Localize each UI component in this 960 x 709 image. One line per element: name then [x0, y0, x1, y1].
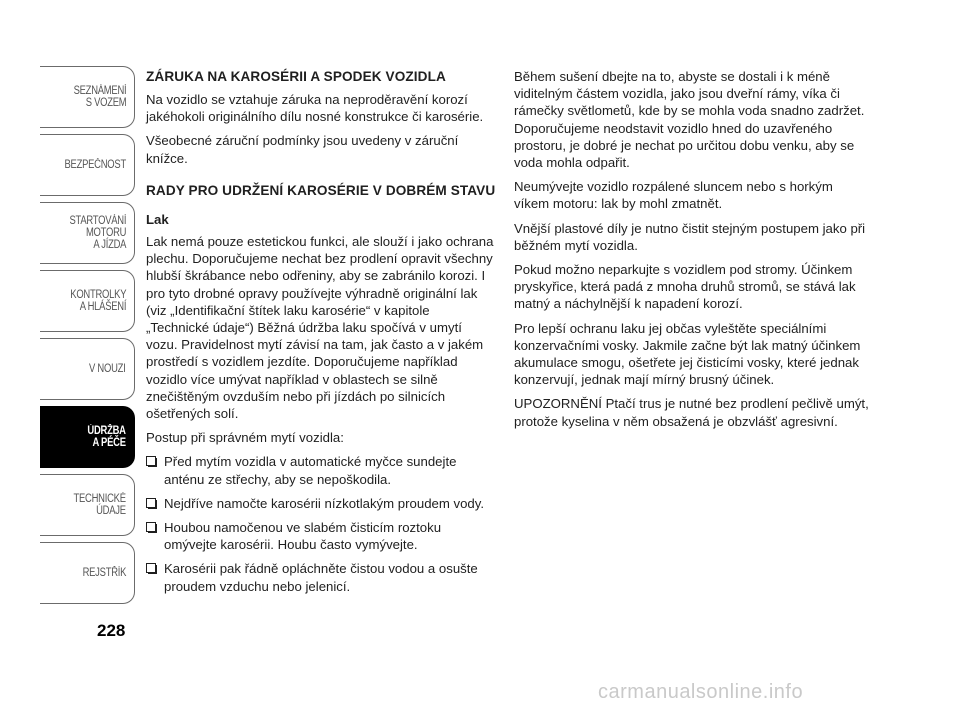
- list-item-text: Před mytím vozidla v automatické myčce sundejte anténu ze střechy, aby se nepoškodila.: [164, 454, 457, 487]
- tab-rejstrik[interactable]: [40, 542, 135, 604]
- tab-udrzba-a-pece[interactable]: [40, 406, 135, 468]
- tab-label: TECHNICKÉ ÚDAJE: [73, 493, 126, 517]
- checkbox-bullet-icon: [146, 522, 156, 532]
- watermark: carmanualsonline.info: [598, 681, 804, 703]
- tab-label: ÚDRŽBA A PÉČE: [87, 425, 126, 449]
- checkbox-bullet-icon: [146, 563, 156, 573]
- paragraph: Na vozidlo se vztahuje záruka na neproděravění korozí jakéhokoli originálního dílu nosné konstrukce či karosérie.: [146, 92, 484, 125]
- paragraph: Pro lepší ochranu laku jej občas vyleštěte speciálními konzervačními vosky. Jakmile začne být lak matný účinkem akumulace smogu, ošetřete jej čisticími vosky, které jednak konzervují, jednak mají mírný brusný účinek.: [514, 320, 861, 388]
- paragraph: Neumývejte vozidlo rozpálené sluncem nebo s horkým víkem motoru: lak by mohl zmatnět.: [514, 179, 833, 212]
- paragraph: Vnější plastové díly je nutno čistit stejným postupem jako při běžném mytí vozidla.: [514, 220, 866, 253]
- tab-label: V NOUZI: [89, 363, 126, 375]
- checkbox-bullet-icon: [146, 498, 156, 508]
- washing-steps-list: [146, 453, 496, 594]
- tab-label: SEZNÁMENÍ S VOZEM: [73, 85, 126, 109]
- section-heading: ZÁRUKA NA KAROSÉRII A SPODEK VOZIDLA: [146, 69, 446, 84]
- tab-startovani-motoru[interactable]: [40, 202, 135, 264]
- page-number: 228: [97, 621, 126, 640]
- section-heading: RADY PRO UDRŽENÍ KAROSÉRIE V DOBRÉM STAVU: [146, 182, 496, 198]
- subheading: Lak: [146, 211, 169, 227]
- paragraph: Během sušení dbejte na to, abyste se dostali i k méně viditelným částem vozidla, jako jsou dveřní rámy, víka či rámečky světlometů, kde by se mohla voda snadno zadržet. Doporučujeme neodstavit vozidlo hned do uzavřeného prostoru, je dobré je nechat po určitou dobu venku, aby se voda mohla odpařit.: [514, 69, 865, 171]
- list-item: [146, 560, 496, 594]
- paragraph: Lak nemá pouze estetickou funkci, ale slouží i jako ochrana plechu. Doporučujeme nechat bez prodlení opravit všechny hlubší škrábance nebo odřeniny, aby se zabránilo korozi. I pro tyto drobné opravy používejte výhradně originální lak (viz „Identifikační štítek laku karosérie“ v kapitole „Technické údaje“) Běžná údržba laku spočívá v umytí vozu. Pravidelnost mytí závisí na tam, jak často a v jakém prostředí s vozidlem jezdíte. Doporučujeme například vozidlo více umývat například v oblastech se silně znečištěným ovzduším nebo při jízdách po silnicích ošetřených solí.: [146, 234, 494, 422]
- warning-paragraph: UPOZORNĚNÍ Ptačí trus je nutné bez prodlení pečlivě umýt, protože kyselina v něm obsažená je obzvlášť agresivní.: [514, 396, 869, 429]
- checkbox-bullet-icon: [146, 456, 156, 466]
- left-column: [146, 68, 496, 602]
- paragraph: Všeobecné záruční podmínky jsou uvedeny v záruční knížce.: [146, 133, 459, 166]
- tab-label: STARTOVÁNÍ MOTORU A JÍZDA: [69, 215, 126, 251]
- list-item: [146, 495, 496, 512]
- list-item: [146, 453, 496, 487]
- tab-seznameni-s-vozem[interactable]: [40, 66, 135, 128]
- chapter-tabs: [40, 66, 135, 610]
- right-column: [514, 68, 870, 437]
- tab-label: KONTROLKY A HLÁŠENÍ: [70, 289, 126, 313]
- paragraph: Pokud možno neparkujte s vozidlem pod stromy. Účinkem pryskyřice, která padá z mnoha druhů stromů, se stává lak matný a náchylnější k napadení korozí.: [514, 262, 856, 312]
- list-item: [146, 519, 496, 553]
- tab-kontrolky-a-hlaseni[interactable]: [40, 270, 135, 332]
- tab-label: BEZPEČNOST: [64, 159, 126, 171]
- list-item-text: Houbou namočenou ve slabém čisticím roztoku omývejte karosérii. Houbu často vymývejte.: [164, 520, 442, 553]
- list-item-text: Karosérii pak řádně opláchněte čistou vodou a osušte proudem vzduchu nebo jelenicí.: [164, 561, 478, 594]
- tab-bezpecnost[interactable]: [40, 134, 135, 196]
- paragraph: Postup při správném mytí vozidla:: [146, 430, 344, 446]
- tab-v-nouzi[interactable]: [40, 338, 135, 400]
- list-item-text: Nejdříve namočte karosérii nízkotlakým proudem vody.: [164, 495, 485, 511]
- tab-technicke-udaje[interactable]: [40, 474, 135, 536]
- tab-label: REJSTŘÍK: [82, 567, 126, 579]
